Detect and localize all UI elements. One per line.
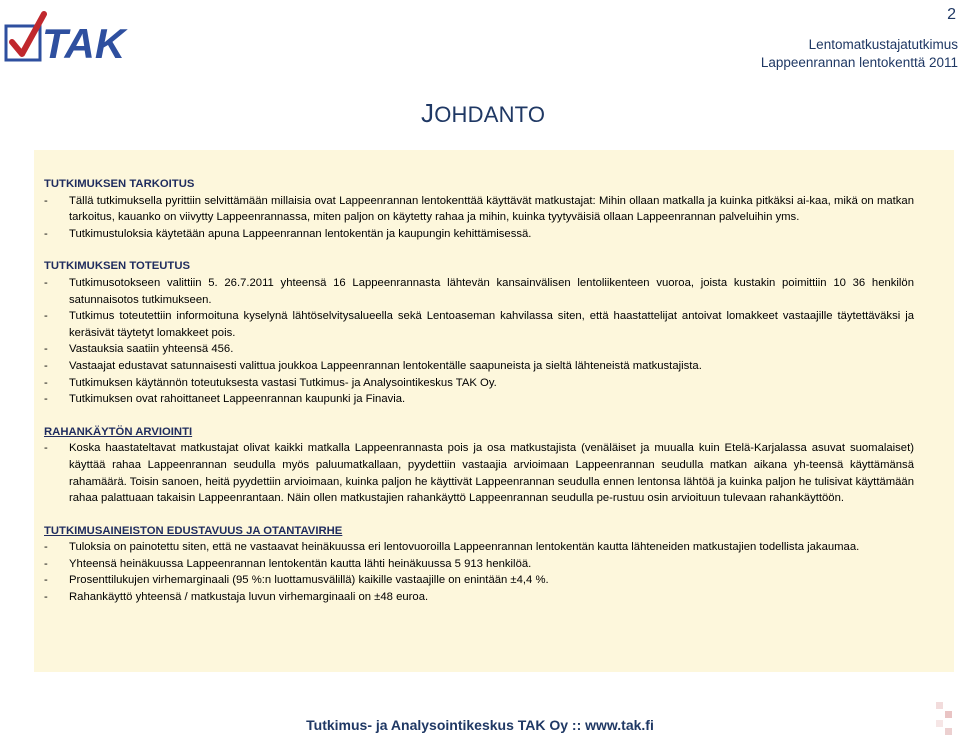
tak-logo (4, 8, 144, 64)
section-heading: TUTKIMUSAINEISTON EDUSTAVUUS JA OTANTAVIRHE (44, 524, 343, 537)
list-item-text: Tutkimuksen käytännön toteutuksesta vastasi Tutkimus- ja Analysointikeskus TAK Oy. (69, 376, 497, 389)
list-item-text: Yhteensä heinäkuussa Lappeenrannan lentokentän kautta lähti heinäkuussa 5 913 henkilöä. (69, 557, 532, 570)
list-item (44, 308, 914, 341)
list-item-text: Koska haastateltavat matkustajat olivat kaikki matkalla Lappeenrannasta pois ja osa matkustajista (venäläiset ja muualla kuin Etelä-Karjalassa asuvat suomalaiset) käyttää rahaa Lappeenrannan seudulla myös paluumatkallaan, pyydettiin vastaajia arvioimaan Lappeenrannan seudulla matkan aikana yh-teensä käyttämänsä rahamäärä. Toisin sanoen, heitä pyydettiin arvioimaan, kuinka paljon he käyttivät Lappeenrannan seudulla ennen lentonsa lähtöä ja kuinka paljon he tulisivat käyttämään rahaa palattuaan takaisin Lappeenrantaan. Näin ollen matkustajien rahankäyttö Lappeenrannan seudulla pe-rustuu osin arvioituun tulevaan rahankäyttöön. (69, 442, 914, 505)
document-header (761, 36, 958, 72)
bullet-dash: - (44, 574, 48, 587)
list-item-text: Tutkimustuloksia käytetään apuna Lappeenrannan lentokentän ja kaupungin kehittämisessä. (69, 227, 532, 240)
page-number: 2 (947, 6, 956, 23)
list-item (44, 572, 914, 589)
section-heading: TUTKIMUKSEN TARKOITUS (44, 178, 195, 190)
content (44, 176, 914, 606)
bullet-dash: - (44, 343, 48, 356)
bullet-dash: - (44, 194, 48, 207)
bullet-dash: - (44, 359, 48, 372)
bullet-dash: - (44, 393, 48, 406)
bullet-dash: - (44, 591, 48, 604)
list-item-text: Tuloksia on painotettu siten, että ne vastaavat heinäkuussa eri lentovuoroilla Lappeenrannan lentokentän kautta lähteneiden matkustajien todellista jakaumaa. (69, 541, 860, 554)
list-item-text: Vastaajat edustavat satunnaisesti valittua joukkoa Lappeenrannan lentokentälle saapuneista ja sieltä lähteneistä matkustajista. (69, 359, 702, 372)
bullet-dash: - (44, 541, 48, 554)
bullet-dash: - (44, 557, 48, 570)
list-item (44, 440, 914, 506)
list-item-text: Tutkimuksen ovat rahoittaneet Lappeenrannan kaupunki ja Finavia. (69, 393, 406, 406)
list-item (44, 341, 914, 358)
list-item (44, 556, 914, 573)
header-subtitle: Lappeenrannan lentokenttä 2011 (760, 55, 958, 70)
list-item (44, 358, 914, 375)
bullet-dash: - (44, 442, 48, 455)
decorative-squares-icon (934, 700, 954, 736)
list-item (44, 226, 914, 243)
list-item-text: Tutkimusotokseen valittiin 5. 26.7.2011 yhteensä 16 Lappeenrannasta lähtevän kansainvälisen lentoliikenteen vuoroa, joista kustakin poimittiin 10 36 henkilön satunnaisotos tutkimukseen. (69, 276, 914, 306)
page-title (421, 98, 545, 129)
logo-text: TAK (42, 20, 126, 64)
bullet-dash: - (44, 376, 48, 389)
page-title-initial: J (421, 98, 435, 128)
header-title: Lentomatkustajatutkimus (808, 37, 958, 52)
bullet-dash: - (44, 310, 48, 323)
section-heading: TUTKIMUKSEN TOTEUTUS (44, 260, 191, 273)
bullet-dash: - (44, 276, 48, 289)
list-item (44, 193, 914, 226)
list-item-text: Rahankäyttö yhteensä / matkustaja luvun virhemarginaali on ±48 euroa. (69, 591, 429, 604)
list-item-text: Tällä tutkimuksella pyrittiin selvittämään millaisia ovat Lappeenrannan lentokenttää käyttävät matkustajat: Mihin ollaan matkalla ja kuinka pitkäksi ai-kaa, mikä on matkan tarkoitus, kauanko on viivytty Lappeenrannassa, miten paljon on käytetty rahaa ja mihin, kuinka tyytyväisiä ollaan Lappeenrannan palveluihin yms. (69, 194, 914, 224)
list-item (44, 589, 914, 606)
list-item (44, 539, 914, 556)
section-heading: RAHANKÄYTÖN ARVIOINTI (44, 425, 193, 438)
bullet-dash: - (44, 227, 48, 240)
list-item-text: Vastauksia saatiin yhteensä 456. (69, 343, 234, 356)
list-item-text: Tutkimus toteutettiin informoituna kyselynä lähtöselvitysalueella sekä Lentoaseman kahvilassa siten, että haastattelijat antoivat lomakkeet vastaajille täytettäväksi ja keräsivät täytetyt lomakkeet pois. (69, 310, 914, 339)
list-item (44, 375, 914, 392)
list-item (44, 275, 914, 308)
section-tarkoitus (44, 176, 914, 242)
list-item-text: Prosenttilukujen virhemarginaali (95 %:n luottamusvälillä) kaikille vastaajille on enintään ±4,4 %. (69, 574, 549, 587)
page-title-rest: OHDANTO (434, 102, 546, 127)
footer-text: Tutkimus- ja Analysointikeskus TAK Oy :: www.tak.fi (306, 717, 654, 733)
section-toteutus (44, 258, 914, 407)
list-item (44, 391, 914, 408)
section-edustavuus (44, 523, 914, 606)
section-rahankaytto (44, 424, 914, 507)
